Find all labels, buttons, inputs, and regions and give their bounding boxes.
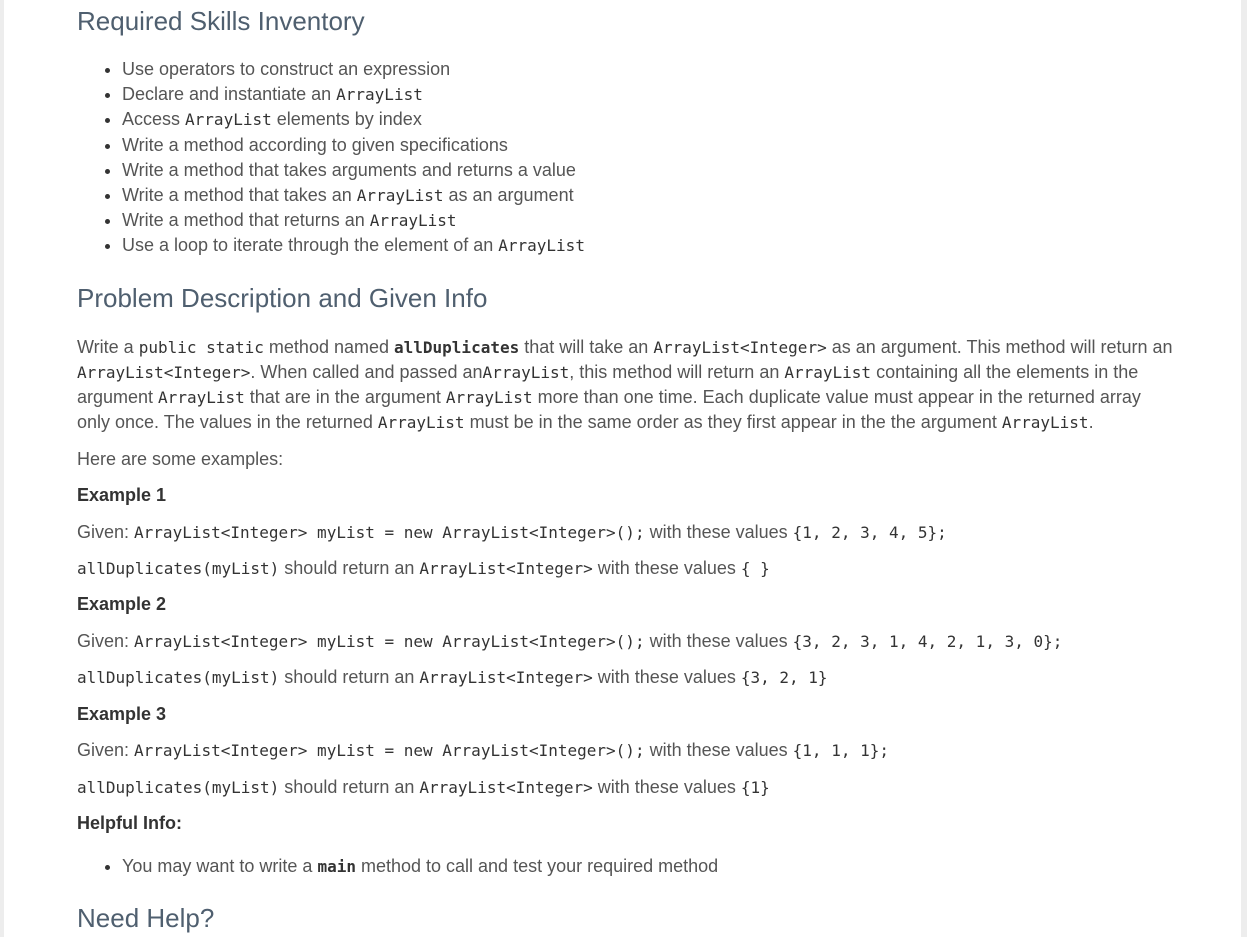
skill-item: • Access ArrayList elements by index [122, 107, 585, 132]
skill-item: • Write a method that takes arguments and returns a value [122, 158, 585, 183]
examples-intro: Here are some examples: [77, 449, 284, 469]
example-given: Given: ArrayList<Integer> myList = new ArrayList<Integer>(); with these values {1, 1, 1}; [77, 740, 889, 760]
helpful-item: • You may want to write a main method to call and test your required method [122, 854, 718, 879]
skill-item: • Declare and instantiate an ArrayList [122, 82, 585, 107]
helpful-list [77, 854, 718, 879]
skill-item: • Write a method that takes an ArrayList as an argument [122, 183, 585, 208]
skill-item: • Write a method according to given specifications [122, 133, 585, 158]
problem-description: Write a public static method named allDuplicates that will take an ArrayList<Integer> as an argument. This method will return an ArrayList<Integer>. When called and passed anArrayList, this method will return an ArrayList containing all the elements in the argument ArrayList that are in the argument ArrayList more than one time. Each duplicate value must appear in the returned array only once. The values in the returned ArrayList must be in the same order as they first appear in the the argument ArrayList. [77, 337, 1173, 432]
skill-item: • Use operators to construct an expression [122, 57, 585, 82]
skill-item: • Write a method that returns an ArrayList [122, 208, 585, 233]
example-title: Example 3 [77, 704, 167, 724]
example-title: Example 2 [77, 594, 167, 614]
example-given: Given: ArrayList<Integer> myList = new ArrayList<Integer>(); with these values {3, 2, 3, 1, 4, 2, 1, 3, 0}; [77, 631, 1063, 651]
page [4, 0, 1241, 937]
skill-item: • Use a loop to iterate through the element of an ArrayList [122, 233, 585, 258]
example-result: allDuplicates(myList) should return an ArrayList<Integer> with these values {3, 2, 1} [77, 667, 828, 687]
skills-list [77, 57, 585, 259]
example-result: allDuplicates(myList) should return an ArrayList<Integer> with these values { } [77, 558, 770, 578]
example-title: Example 1 [77, 485, 167, 505]
skills-heading: Required Skills Inventory [77, 6, 365, 36]
helpful-info-label: Helpful Info: [77, 813, 182, 833]
need-help-heading: Need Help? [77, 903, 215, 933]
example-result: allDuplicates(myList) should return an ArrayList<Integer> with these values {1} [77, 777, 770, 797]
problem-heading: Problem Description and Given Info [77, 283, 488, 313]
example-given: Given: ArrayList<Integer> myList = new ArrayList<Integer>(); with these values {1, 2, 3, 4, 5}; [77, 522, 947, 542]
